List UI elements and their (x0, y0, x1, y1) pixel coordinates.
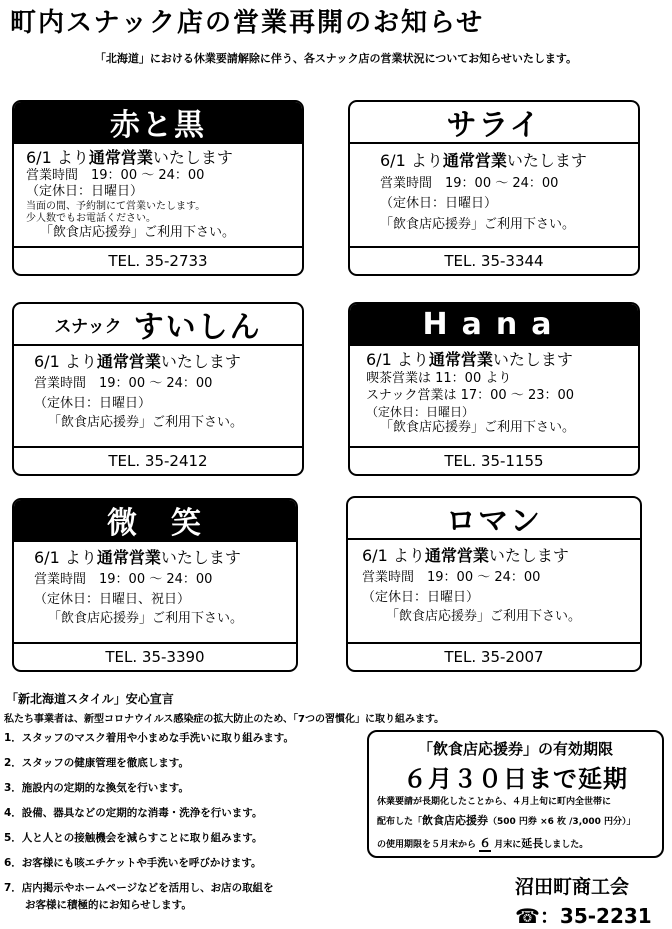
store-card-sarai (348, 100, 640, 276)
store-name: ロマン (348, 498, 640, 540)
closed-days: （定休日：日曜日、祝日） (34, 591, 191, 607)
voucher-extension-notice (367, 730, 664, 858)
declaration-list (4, 730, 364, 914)
declaration-intro: 私たち事業者は、新型コロナウイルス感染症の拡大防止のため、「7つの習慣化」に取り組みます。 (4, 714, 445, 725)
organization-name: 沼田町商工会 (515, 876, 630, 898)
reopen-line: 6/1 より通常営業いたします (34, 548, 241, 567)
closed-days: （定休日：日曜日） (362, 589, 480, 605)
store-card-hana (348, 302, 640, 476)
store-name: 赤と黒 (14, 102, 302, 144)
declaration-item: 5．人と人との接触機会を減らすことに取り組みます。 (4, 832, 263, 844)
store-phone: TEL. 35-3344 (350, 246, 638, 274)
store-card-suishin (12, 302, 304, 476)
closed-days: （定休日：日曜日） (380, 196, 498, 212)
store-name: Hana (350, 304, 638, 346)
store-name: 微 笑 (14, 500, 296, 542)
store-details (14, 144, 302, 241)
store-card-bishou (12, 498, 298, 672)
page-title: 町内スナック店の営業再開のお知らせ (10, 8, 485, 38)
business-hours: 営業時間 19：00 〜 24：00 (380, 175, 559, 191)
notice-heading: 「飲食店応援券」の有効期限 (417, 740, 613, 758)
voucher-note: 「飲食店応援券」ご利用下さい。 (386, 609, 582, 624)
reopen-line: 6/1 より通常営業いたします (380, 151, 587, 170)
notice-line: 休業要請が長期化したことから、４月上旬に町内全世帯に (377, 797, 612, 807)
store-name-row (14, 304, 302, 346)
declaration-item: 3．施設内の定期的な換気を行います。 (4, 782, 189, 794)
business-hours: 営業時間 19：00 〜 24：00 (362, 570, 541, 585)
cafe-hours: 喫茶営業は 11：00 より (366, 370, 512, 386)
business-hours: 営業時間 19：00 〜 24：00 (26, 168, 205, 183)
page-subtitle: 「北海道」における休業要請解除に伴う、各スナック店の営業状況についてお知らせいたします。 (94, 52, 578, 65)
store-details (348, 540, 640, 627)
notice-headline: ６月３０日まで延期 (403, 765, 628, 793)
organization-phone: ☎：35-2231 (515, 904, 652, 928)
reopen-line: 6/1 より通常営業いたします (362, 546, 569, 565)
store-name: サライ (350, 102, 638, 144)
business-hours: 営業時間 19：00 〜 24：00 (34, 572, 213, 587)
declaration-item: 1．スタッフのマスク着用や小まめな手洗いに取り組みます。 (4, 732, 294, 744)
declaration-item: 2．スタッフの健康管理を徹底します。 (4, 757, 189, 769)
store-phone: TEL. 35-2412 (14, 446, 302, 474)
store-details (14, 542, 296, 629)
store-note: 少人数でもお電話ください。 (26, 212, 156, 224)
voucher-note: 「飲食店応援券」ご利用下さい。 (48, 415, 244, 430)
business-hours: 営業時間 19：00 〜 24：00 (34, 376, 213, 391)
notice-line: 配布した「飲食店応援券（500 円券 ×6 枚 /3,000 円分）」 (377, 814, 636, 828)
store-phone: TEL. 35-2007 (348, 642, 640, 670)
reopen-line: 6/1 より通常営業いたします (26, 148, 233, 167)
voucher-note: 「飲食店応援券」ご利用下さい。 (380, 420, 576, 436)
declaration-item: 4．設備、器具などの定期的な消毒・洗浄を行います。 (4, 807, 263, 819)
voucher-note: 「飲食店応援券」ご利用下さい。 (380, 217, 576, 233)
store-details (350, 144, 638, 236)
reopen-line: 6/1 より通常営業いたします (34, 352, 241, 371)
voucher-note: 「飲食店応援券」ご利用下さい。 (40, 224, 236, 240)
store-phone: TEL. 35-1155 (350, 446, 638, 474)
store-card-akatokuro (12, 100, 304, 276)
closed-days: （定休日：日曜日） (366, 404, 475, 419)
voucher-note: 「飲食店応援券」ご利用下さい。 (48, 611, 244, 626)
store-details (14, 346, 302, 433)
reopen-line: 6/1 より通常営業いたします (366, 350, 573, 369)
snack-hours: スナック営業は 17：00 〜 23：00 (366, 387, 575, 403)
store-name: すいしん (133, 310, 262, 345)
store-note: 当面の間、予約制にて営業いたします。 (26, 200, 206, 212)
declaration-item: 7．店内掲示やホームページなどを活用し、お店の取組を (4, 882, 274, 894)
declaration-item: 6．お客様にも咳エチケットや手洗いを呼びかけます。 (4, 857, 262, 869)
closed-days: （定休日：日曜日） (26, 184, 144, 200)
declaration-item: お客様に積極的にお知らせします。 (4, 898, 192, 911)
store-phone: TEL. 35-2733 (14, 246, 302, 274)
declaration-title: 「新北海道スタイル」安心宣言 (6, 692, 174, 706)
store-phone: TEL. 35-3390 (14, 642, 296, 670)
store-details (350, 346, 638, 437)
notice-line: の使用期限を５月末から ６ 月末に延長しました。 (377, 835, 589, 850)
store-card-roman (346, 496, 642, 672)
store-name-prefix: スナック (54, 316, 122, 337)
closed-days: （定休日：日曜日） (34, 395, 152, 411)
notice-body (377, 794, 654, 855)
